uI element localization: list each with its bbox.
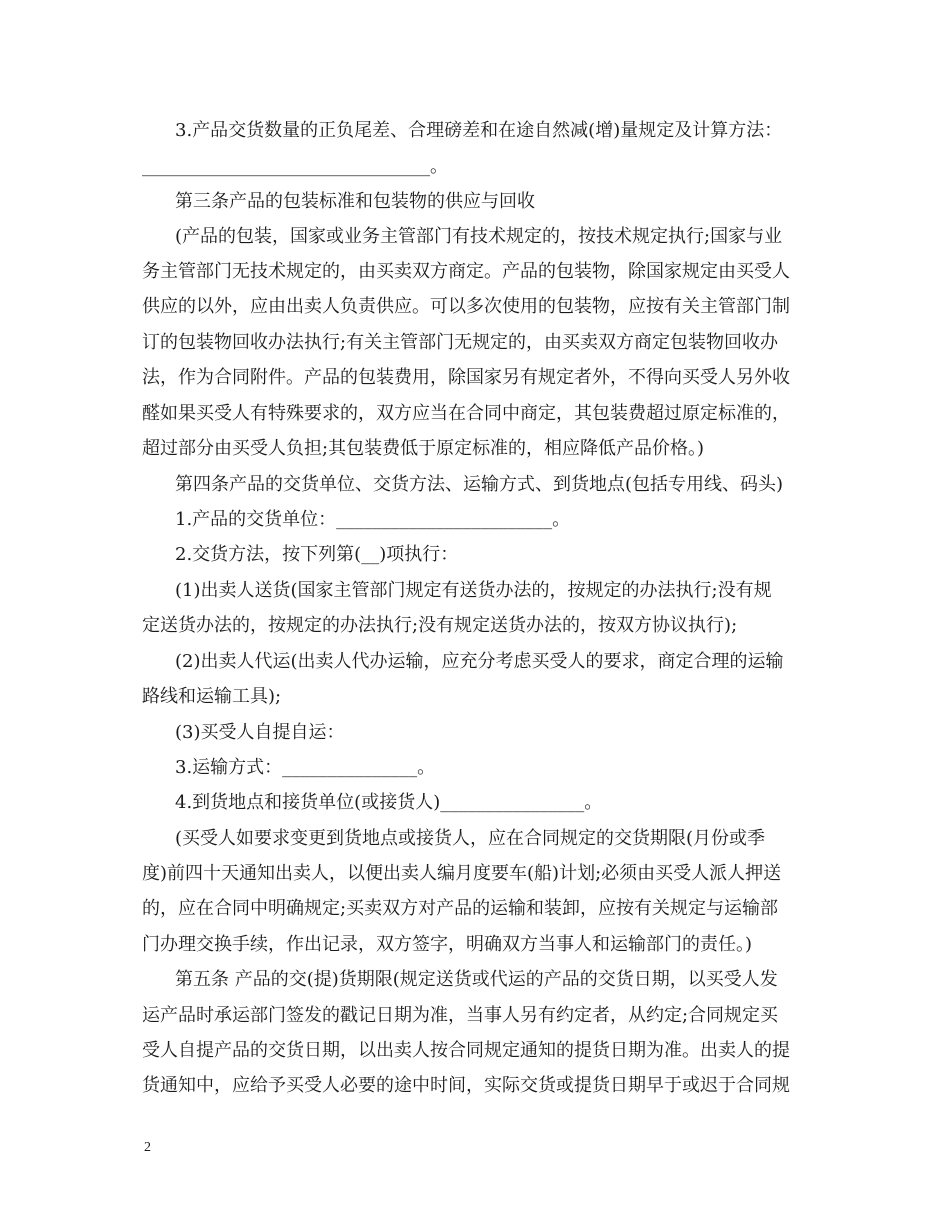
section-heading: 第五条 产品的交(提)货期限(规定送货或代运的产品的交货日期，以买受人发 [175, 969, 778, 990]
text-line: 路线和运输工具); [142, 686, 282, 707]
text-line: ________________________________。 [142, 156, 448, 177]
text-line: 超过部分由买受人负担;其包装费低于原定标准的，相应降低产品价格。) [142, 438, 705, 459]
text-line: 运产品时承运部门签发的戳记日期为准，当事人另有约定者，从约定;合同规定买 [142, 1005, 779, 1026]
text-line: 度)前四十天通知出卖人，以便出卖人编月度要车(船)计划;必须由买受人派人押送 [142, 863, 782, 884]
text-line: (产品的包装，国家或业务主管部门有技术规定的，按技术规定执行;国家与业 [175, 226, 783, 247]
text-line: 的，应在合同中明确规定;买卖双方对产品的运输和装卸，应按有关规定与运输部 [142, 898, 779, 919]
text-line: 货通知中，应给予买受人必要的途中时间，实际交货或提货日期早于或迟于合同规 [142, 1075, 790, 1096]
text-line: 法，作为合同附件。产品的包装费用，除国家另有规定者外，不得向买受人另外收 [142, 367, 790, 388]
text-line: (3)买受人自提自运： [175, 722, 345, 743]
text-line: 4.到货地点和接货单位(或接货人)________________。 [175, 792, 603, 813]
text-line: 订的包装物回收办法执行;有关主管部门无规定的，由买卖双方商定包装物回收办 [142, 332, 779, 353]
text-line: (2)出卖人代运(出卖人代办运输，应充分考虑买受人的要求，商定合理的运输 [175, 651, 784, 672]
text-line: 定送货办法的，按规定的办法执行;没有规定送货办法的，按双方协议执行); [142, 615, 738, 636]
text-line: 供应的以外，应由出卖人负责供应。可以多次使用的包装物，应按有关主管部门制 [142, 296, 790, 317]
text-line: (1)出卖人送货(国家主管部门规定有送货办法的，按规定的办法执行;没有规 [175, 580, 772, 601]
section-heading: 第四条产品的交货单位、交货方法、运输方式、到货地点(包括专用线、码头) [175, 474, 784, 495]
text-line: 受人自提产品的交货日期，以出卖人按合同规定通知的提货日期为准。出卖人的提 [142, 1040, 790, 1061]
text-line: 醛如果买受人有特殊要求的，双方应当在合同中商定，其包装费超过原定标准的， [142, 403, 790, 424]
text-line: 3.运输方式：_______________。 [175, 757, 436, 778]
text-line: 门办理交换手续，作出记录，双方签字，明确双方当事人和运输部门的责任。) [142, 934, 753, 955]
page-number: 2 [144, 1140, 151, 1155]
text-line: 1.产品的交货单位：________________________。 [175, 509, 571, 530]
text-line: (买受人如要求变更到货地点或接货人，应在合同规定的交货期限(月份或季 [175, 828, 766, 849]
section-heading: 第三条产品的包装标准和包装物的供应与回收 [175, 191, 535, 212]
text-line: 3.产品交货数量的正负尾差、合理磅差和在途自然减(增)量规定及计算方法： [175, 120, 783, 141]
text-line: 务主管部门无技术规定的，由买卖双方商定。产品的包装物，除国家规定由买受人 [142, 261, 790, 282]
text-line: 2.交货方法，按下列第(__)项执行： [175, 544, 459, 565]
